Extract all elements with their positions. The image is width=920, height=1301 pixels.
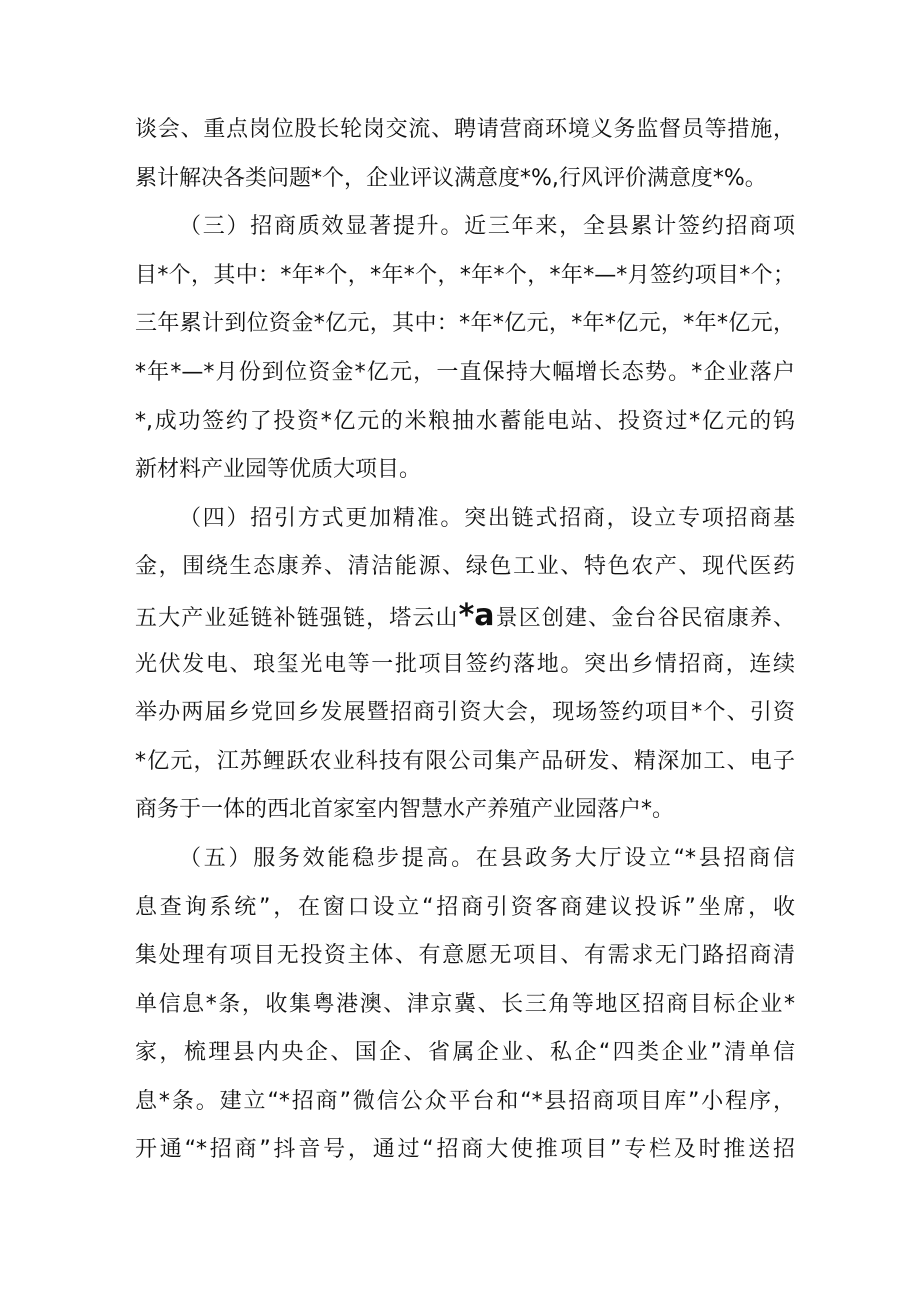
text-line-mixed: [135, 592, 795, 641]
text-line: 目*个，其中：*年*个，*年*个，*年*个，*年*—*月签约项目*个；: [135, 262, 795, 288]
paragraph-heading-line: （四）招引方式更加精准。突出链式招商，设立专项招商基: [179, 505, 795, 531]
text-segment: 五大产业延链补链强链，塔云山: [135, 605, 459, 631]
text-segment-large: *a: [458, 597, 495, 633]
text-line: 光伏发电、琅玺光电等一批项目签约落地。突出乡情招商，连续: [135, 651, 795, 677]
text-line: 新材料产业园等优质大项目。: [135, 457, 422, 483]
text-line: 累计解决各类问题*个，企业评议满意度*%,行风评价满意度*%。: [135, 165, 767, 191]
text-line: *年*—*月份到位资金*亿元，一直保持大幅增长态势。*企业落户: [135, 359, 795, 385]
text-line: 举办两届乡党回乡发展暨招商引资大会，现场签约项目*个、引资: [135, 700, 795, 726]
text-line: 开通“*招商”抖音号，通过“招商大使推项目”专栏及时推送招: [135, 1137, 795, 1163]
paragraph-heading-line: （五）服务效能稳步提高。在县政务大厅设立“*县招商信: [179, 845, 795, 871]
text-line: 三年累计到位资金*亿元，其中：*年*亿元，*年*亿元，*年*亿元，: [135, 311, 795, 337]
text-line: 集处理有项目无投资主体、有意愿无项目、有需求无门路招商清: [135, 943, 795, 969]
text-line: 金，围绕生态康养、清洁能源、绿色工业、特色农产、现代医药: [135, 554, 795, 580]
text-line: 家，梳理县内央企、国企、省属企业、私企“四类企业”清单信: [135, 1040, 795, 1066]
paragraph-heading-line: （三）招商质效显著提升。近三年来，全县累计签约招商项: [179, 214, 795, 240]
text-line: 息查询系统”，在窗口设立“招商引资客商建议投诉”坐席，收: [135, 894, 795, 920]
text-line: 商务于一体的西北首家室内智慧水产养殖产业园落户*。: [135, 797, 675, 823]
text-line: 谈会、重点岗位股长轮岗交流、聘请营商环境义务监督员等措施，: [135, 117, 795, 142]
body-text: [135, 106, 795, 1175]
text-line: *亿元，江苏鲤跃农业科技有限公司集产品研发、精深加工、电子: [135, 748, 795, 774]
text-line: 息*条。建立“*招商”微信公众平台和“*县招商项目库”小程序，: [135, 1088, 795, 1114]
text-segment: 景区创建、金台谷民宿康养、: [494, 605, 795, 631]
text-line: *,成功签约了投资*亿元的米粮抽水蓄能电站、投资过*亿元的钨: [135, 408, 795, 434]
text-line: 单信息*条，收集粤港澳、津京冀、长三角等地区招商目标企业*: [135, 991, 795, 1017]
